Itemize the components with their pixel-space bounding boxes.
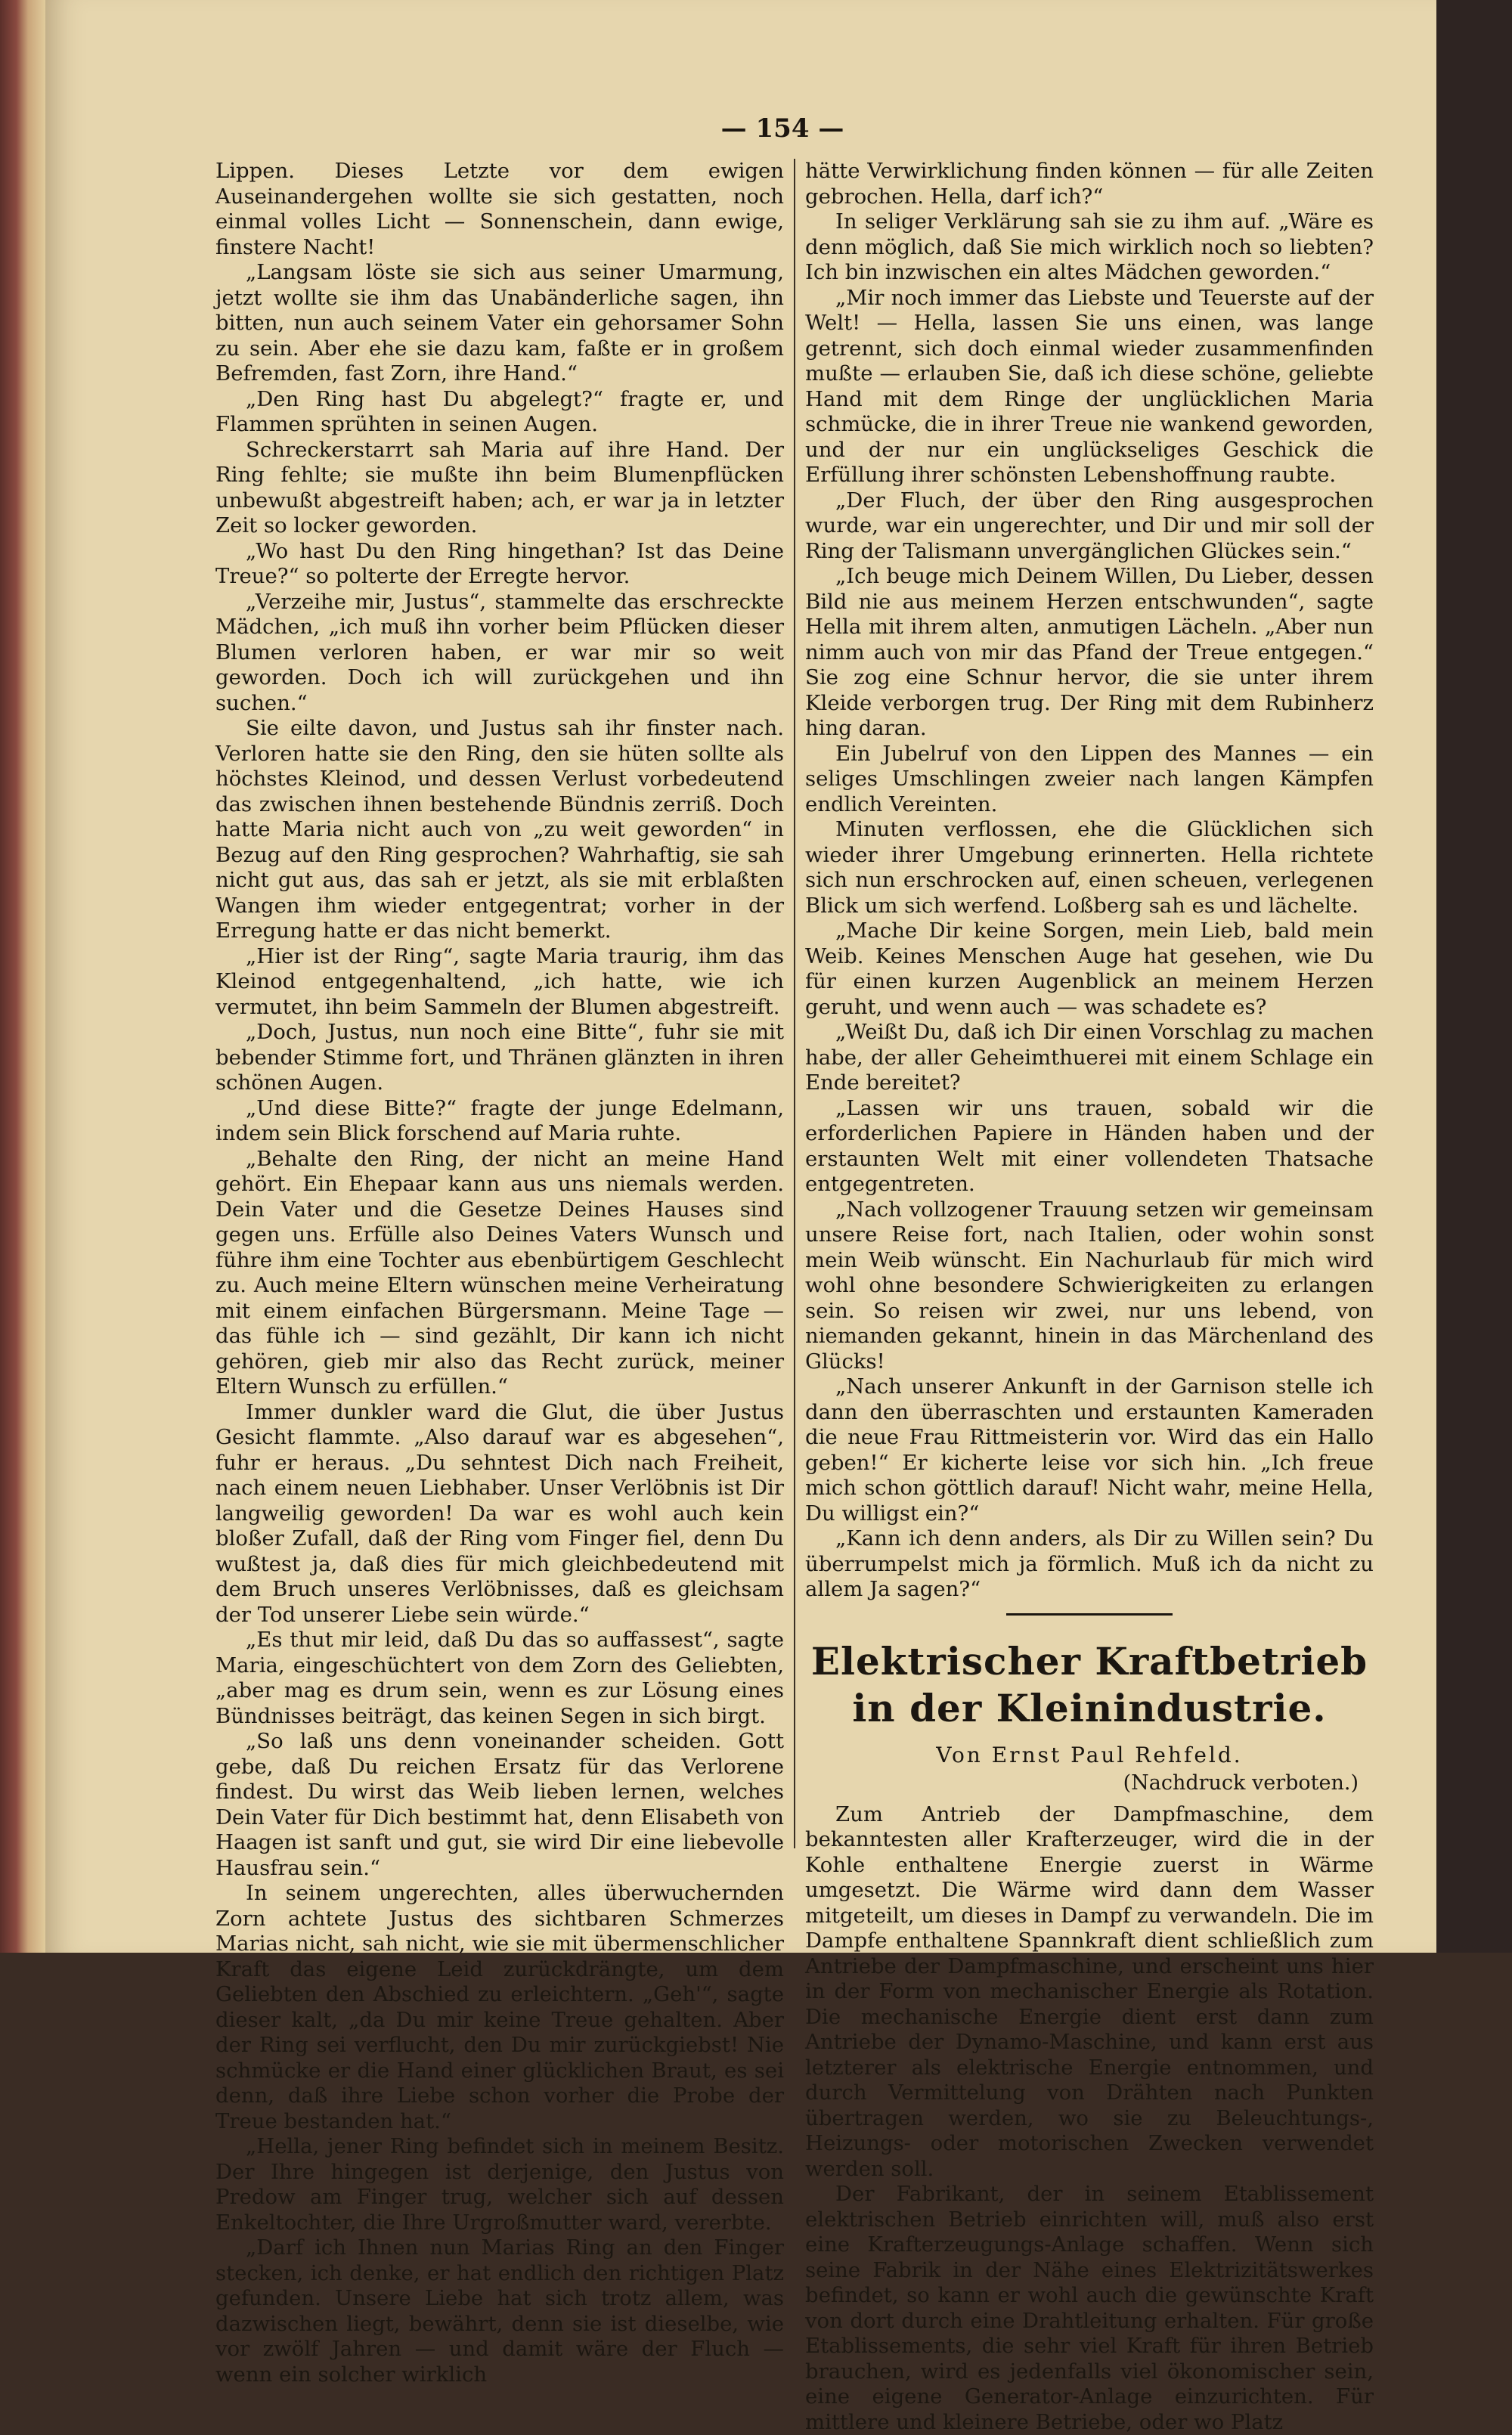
paragraph: „Und diese Bitte?“ fragte der junge Edelmann, indem sein Blick forschend auf Maria ruhte. bbox=[215, 1095, 784, 1145]
paragraph: Sie eilte davon, und Justus sah ihr finster nach. Verloren hatte sie den Ring, den sie hüten sollte als höchstes Kleinod, und dessen Verlust vorbedeutend das zwischen ihnen bestehende Bündnis zerriß. Doch hatte Maria nicht auch von „zu weit geworden“ in Bezug auf den Ring gesprochen? Wahrhaftig, sie sah nicht gut aus, das sah er jetzt, als sie mit erblaßten Wangen ihm wieder entgegentrat; vorher in der Erregung hatte er das nicht bemerkt. bbox=[215, 716, 784, 943]
paragraph: hätte Verwirklichung finden können — für alle Zeiten gebrochen. Hella, darf ich?“ bbox=[805, 159, 1374, 209]
paragraph: „Nach unserer Ankunft in der Garnison stelle ich dann den überraschten und erstaunten Kameraden die neue Frau Rittmeisterin vor. Wird das ein Hallo geben!“ Er kicherte leise vor sich hin. „Ich freue mich schon göttlich darauf! Nicht wahr, meine Hella, Du willigst ein?“ bbox=[805, 1374, 1374, 1526]
article-paragraph: Zum Antrieb der Dampfmaschine, dem bekanntesten aller Krafterzeuger, wird die in der Kohle enthaltene Energie zuerst in Wärme umgesetzt. Die Wärme wird dann dem Wasser mitgeteilt, um dieses in Dampf zu verwandeln. Die im Dampfe enthaltene Spannkraft dient schließlich zum Antriebe der Dampfmaschine, und erscheint uns hier in der Form von mechanischer Energie als Rotation. Die mechanische Energie dient erst dann zum Antriebe der Dynamo-Maschine, und kann erst aus letzterer als elektrische Energie entnommen, und durch Vermittelung von Drähten nach Punkten übertragen werden, wo sie zu Beleuchtungs-, Heizungs- oder motorischen Zwecken verwendet werden soll. bbox=[805, 1801, 1374, 2181]
paragraph: „Lassen wir uns trauen, sobald wir die erforderlichen Papiere in Händen haben und der erstaunten Welt mit einer vollendeten Thatsache entgegentreten. bbox=[805, 1095, 1374, 1196]
paragraph: Minuten verflossen, ehe die Glücklichen sich wieder ihrer Umgebung erinnerten. Hella richtete sich nun erschrocken auf, einen scheuen, verlegenen Blick um sich werfend. Loßberg sah es und lächelte. bbox=[805, 817, 1374, 918]
paragraph: In seliger Verklärung sah sie zu ihm auf. „Wäre es denn möglich, daß Sie mich wirklich noch so liebten? Ich bin inzwischen ein altes Mädchen geworden.“ bbox=[805, 209, 1374, 284]
article-title: Elektrischer Kraftbetrieb in der Kleinindustrie. bbox=[810, 1638, 1368, 1730]
right-margin-background bbox=[1436, 0, 1512, 1953]
paragraph: In seinem ungerechten, alles überwuchernden Zorn achtete Justus des sichtbaren Schmerzes Marias nicht, sah nicht, wie sie mit übermenschlicher Kraft das eigene Leid zurückdrängte, um dem Geliebten den Abschied zu erleichtern. „Geh'“, sagte dieser kalt, „da Du mir keine Treue gehalten. Aber der Ring sei verflucht, den Du mir zurückgiebst! Nie schmücke er die Hand einer glücklichen Braut, es sei denn, daß ihre Liebe schon vorher die Probe der Treue bestanden hat.“ bbox=[215, 1881, 784, 2133]
article-paragraph: Der Fabrikant, der in seinem Etablissement elektrischen Betrieb einrichten will, muß also erst eine Krafterzeugungs-Anlage schaffen. Wenn sich seine Fabrik in der Nähe eines Elektrizitätswerkes befindet, so kann er wohl auch die gewünschte Kraft von dort durch eine Drahtleitung erhalten. Für große Etablissements, die sehr viel Kraft für ihren Betrieb brauchen, wird es jedenfalls viel ökonomischer sein, eine eigene Generator-Anlage einzurichten. Für mittlere und kleinere Betriebe, oder wo Platz bbox=[805, 2182, 1374, 2434]
paragraph: „Wo hast Du den Ring hingethan? Ist das Deine Treue?“ so polterte der Erregte hervor. bbox=[215, 538, 784, 588]
section-separator bbox=[1006, 1613, 1173, 1616]
paragraph: „Es thut mir leid, daß Du das so auffassest“, sagte Maria, eingeschüchtert von dem Zorn des Geliebten, „aber mag es drum sein, wenn es zur Lösung eines Bündnisses beiträgt, das keinen Segen in sich birgt. bbox=[215, 1628, 784, 1728]
paragraph: Ein Jubelruf von den Lippen des Mannes — ein seliges Umschlingen zweier nach langen Kämpfen endlich Vereinten. bbox=[805, 741, 1374, 816]
paragraph: „Der Fluch, der über den Ring ausgesprochen wurde, war ein ungerechter, und Dir und mir soll der Ring der Talismann unvergänglichen Glückes sein.“ bbox=[805, 488, 1374, 563]
paragraph: „Hella, jener Ring befindet sich in meinem Besitz. Der Ihre hingegen ist derjenige, den Justus von Predow am Finger trug, welcher sich auf dessen Enkeltochter, die Ihre Urgroßmutter ward, vererbte. bbox=[215, 2134, 784, 2235]
paragraph: Immer dunkler ward die Glut, die über Justus Gesicht flammte. „Also darauf war es abgesehen“, fuhr er heraus. „Du sehntest Dich nach Freiheit, nach einem neuen Liebhaber. Unser Verlöbnis ist Dir langweilig geworden! Da war es wohl auch kein bloßer Zufall, daß der Ring vom Finger fiel, denn Du wußtest ja, daß dies für mich gleichbedeutend mit dem Bruch unseres Verlöbnisses, daß es gleichsam der Tod unserer Liebe sein würde.“ bbox=[215, 1399, 784, 1627]
paragraph: „So laß uns denn voneinander scheiden. Gott gebe, daß Du reichen Ersatz für das Verlorene findest. Du wirst das Weib lieben lernen, welches Dein Vater für Dich bestimmt hat, denn Elisabeth von Haagen ist sanft und gut, sie wird Dir eine liebevolle Hausfrau sein.“ bbox=[215, 1729, 784, 1880]
article-byline: Von Ernst Paul Rehfeld. bbox=[936, 1742, 1243, 1767]
paragraph: Lippen. Dieses Letzte vor dem ewigen Auseinandergehen wollte sie sich gestatten, noch einmal volles Licht — Sonnenschein, dann ewige, finstere Nacht! bbox=[215, 159, 784, 259]
paragraph: „Behalte den Ring, der nicht an meine Hand gehört. Ein Ehepaar kann aus uns niemals werden. Dein Vater und die Gesetze Deines Hauses sind gegen uns. Erfülle also Deines Vaters Wunsch und führe ihm eine Tochter aus ebenbürtigem Geschlecht zu. Auch meine Eltern wünschen meine Verheiratung mit einem einfachen Bürgersmann. Meine Tage — das fühle ich — sind gezählt, Dir kann ich nicht gehören, gieb mir also das Recht zurück, meiner Eltern Wunsch zu erfüllen.“ bbox=[215, 1146, 784, 1399]
paragraph: „Nach vollzogener Trauung setzen wir gemeinsam unsere Reise fort, nach Italien, oder wohin sonst mein Weib wünscht. Ein Nachurlaub für mich wird wohl ohne besondere Schwierigkeiten zu erlangen sein. So reisen wir zwei, nur uns lebend, von niemanden gekannt, hinein in das Märchenland des Glücks! bbox=[805, 1197, 1374, 1374]
column-divider bbox=[794, 159, 795, 1848]
right-column bbox=[805, 159, 1374, 2435]
paragraph: „Weißt Du, daß ich Dir einen Vorschlag zu machen habe, der aller Geheimthuerei mit einem Schlage ein Ende bereitet? bbox=[805, 1020, 1374, 1095]
paragraph: „Langsam löste sie sich aus seiner Umarmung, jetzt wollte sie ihm das Unabänderliche sagen, ihn bitten, nun auch seinem Vater ein gehorsamer Sohn zu sein. Aber ehe sie dazu kam, faßte er in großem Befremden, fast Zorn, ihre Hand.“ bbox=[215, 260, 784, 386]
paragraph: „Ich beuge mich Deinem Willen, Du Lieber, dessen Bild nie aus meinem Herzen entschwunden“, sagte Hella mit ihrem alten, anmutigen Lächeln. „Aber nun nimm auch von mir das Pfand der Treue entgegen.“ Sie zog eine Schnur hervor, die sie unter ihrem Kleide verborgen trug. Der Ring mit dem Rubinherz hing daran. bbox=[805, 564, 1374, 740]
paragraph: „Verzeihe mir, Justus“, stammelte das erschreckte Mädchen, „ich muß ihn vorher beim Pflücken dieser Blumen verloren haben, er war mir so weit geworden. Doch ich will zurückgehen und ihn suchen.“ bbox=[215, 589, 784, 715]
paragraph: „Darf ich Ihnen nun Marias Ring an den Finger stecken, ich denke, er hat endlich den richtigen Platz gefunden. Unsere Liebe hat sich trotz allem, was dazwischen liegt, bewährt, denn sie ist dieselbe, wie vor zwölf Jahren — und damit wäre der Fluch — wenn ein solcher wirklich bbox=[215, 2235, 784, 2387]
paragraph: „Doch, Justus, nun noch eine Bitte“, fuhr sie mit bebender Stimme fort, und Thränen glänzten in ihren schönen Augen. bbox=[215, 1020, 784, 1095]
paragraph: „Hier ist der Ring“, sagte Maria traurig, ihm das Kleinod entgegenhaltend, „ich hatte, wie ich vermutet, ihn beim Sammeln der Blumen abgestreift. bbox=[215, 943, 784, 1019]
reprint-note: (Nachdruck verboten.) bbox=[1123, 1771, 1359, 1795]
paragraph: „Mir noch immer das Liebste und Teuerste auf der Welt! — Hella, lassen Sie uns einen, was lange getrennt, sich doch einmal wieder zusammenfinden mußte — erlauben Sie, daß ich diese schöne, geliebte Hand mit dem Ringe der unglücklichen Maria schmücke, die in ihrer Treue nie wankend geworden, und der nur ein unglückseliges Geschick die Erfüllung ihrer schönsten Lebenshoffnung raubte. bbox=[805, 285, 1374, 487]
paragraph: „Kann ich denn anders, als Dir zu Willen sein? Du überrumpelst mich ja förmlich. Muß ich da nicht zu allem Ja sagen?“ bbox=[805, 1526, 1374, 1601]
left-column bbox=[215, 159, 784, 2387]
page-number: — 154 — bbox=[720, 113, 844, 144]
paragraph: „Den Ring hast Du abgelegt?“ fragte er, und Flammen sprühten in seinen Augen. bbox=[215, 386, 784, 436]
paragraph: Schreckerstarrt sah Maria auf ihre Hand. Der Ring fehlte; sie mußte ihn beim Blumenpflücken unbewußt abgestreift haben; ach, er war ja in letzter Zeit so locker geworden. bbox=[215, 437, 784, 537]
paragraph: „Mache Dir keine Sorgen, mein Lieb, bald mein Weib. Keines Menschen Auge hat gesehen, wie Du für einen kurzen Augenblick an meinem Herzen geruht, und wenn auch — was schadete es? bbox=[805, 919, 1374, 1019]
book-spine bbox=[0, 0, 47, 1953]
